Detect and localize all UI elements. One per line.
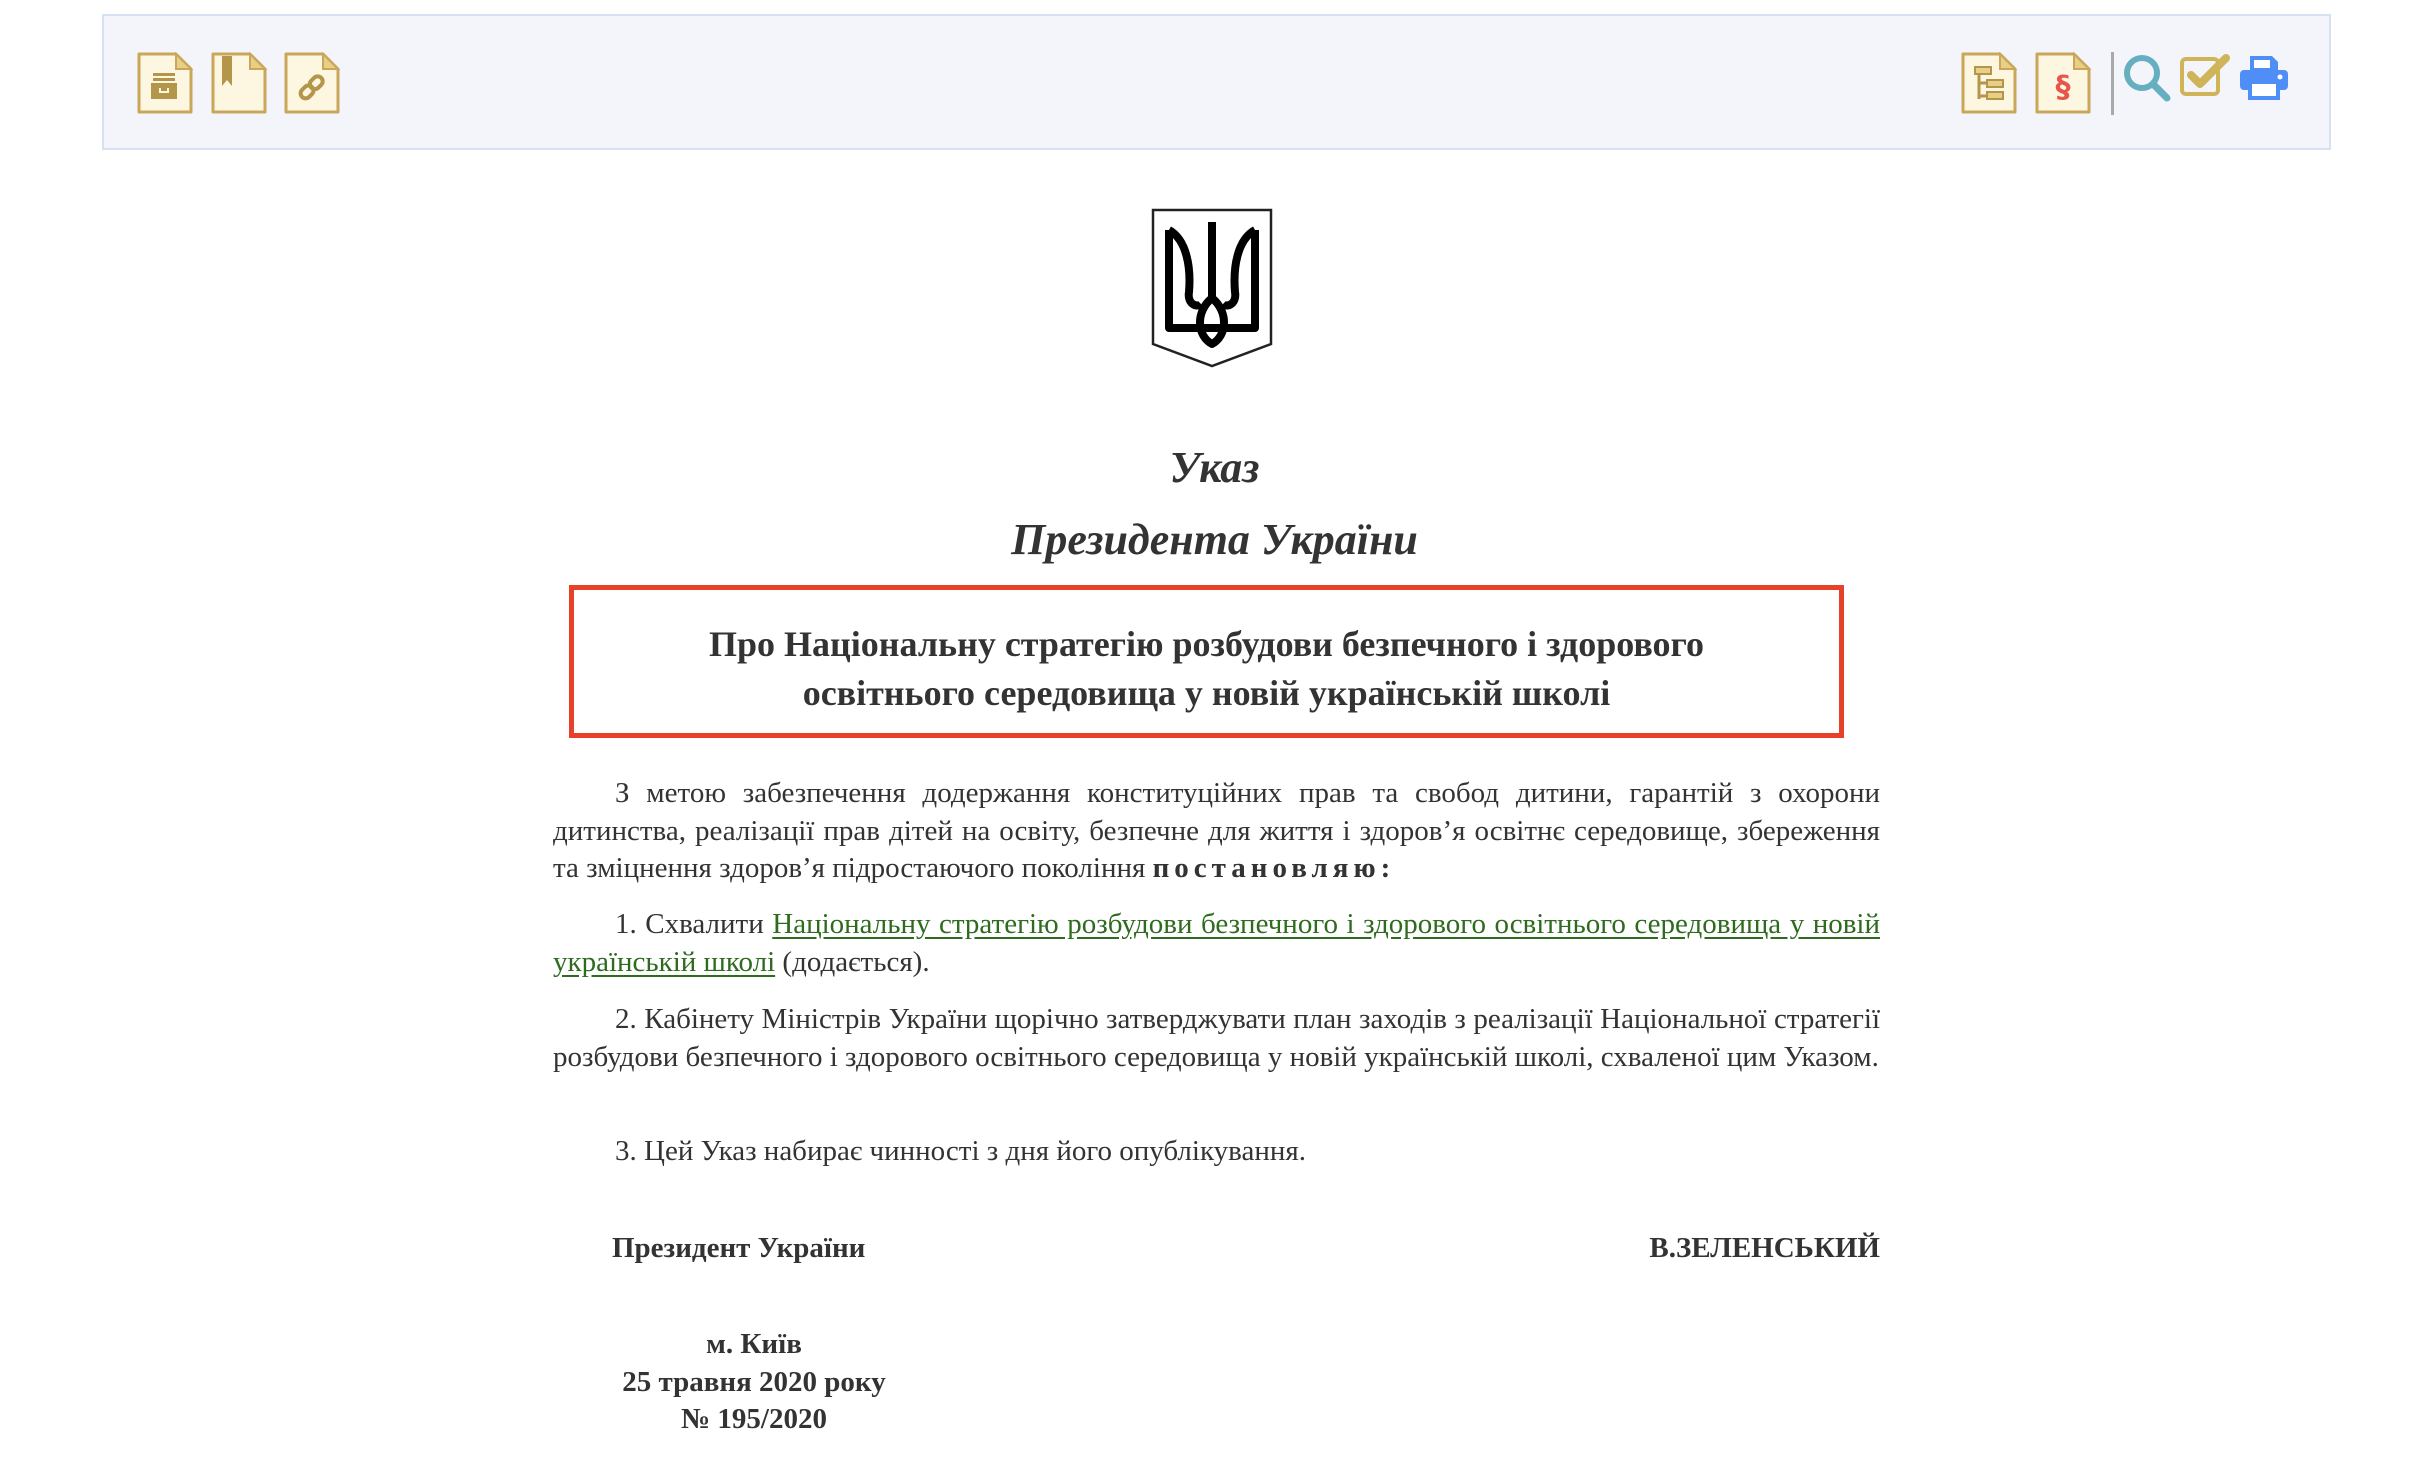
paragraph-document-icon[interactable]	[2034, 51, 2092, 115]
preamble-paragraph	[553, 775, 1880, 888]
svg-text:§: §	[2055, 70, 2071, 105]
item-text: Цей Указ набирає чинності з дня його опублікування.	[644, 1135, 1306, 1167]
item-3-paragraph	[553, 1133, 1880, 1171]
document-heading-president: Президента України	[1011, 515, 1418, 564]
document-title-highlight	[569, 585, 1844, 738]
document-title-line-2: освітнього середовища у новій українській школі	[802, 673, 1611, 713]
archive-document-icon[interactable]	[136, 51, 194, 115]
structure-document-icon[interactable]	[1960, 51, 2018, 115]
search-icon[interactable]	[2121, 52, 2173, 104]
document-heading-decree: Указ	[1169, 443, 1260, 492]
item-1-paragraph	[553, 906, 1880, 981]
item-number: 3.	[615, 1135, 637, 1167]
item-number: 1.	[615, 908, 637, 940]
item-text-after: (додається).	[775, 945, 930, 978]
link-document-icon[interactable]	[283, 51, 341, 115]
item-text: Кабінету Міністрів України щорічно затверджувати план заходів з реалізації Національної стратегії розбудови безпечного і здорового освітнього середовища у новій українській школі, схваленої цим Указом.	[553, 1003, 1881, 1073]
coat-of-arms-icon	[1151, 208, 1273, 368]
strategy-link[interactable]: Національну стратегію розбудови безпечного і здорового освітнього середовища у новій українській школі	[553, 908, 1881, 978]
checkbox-icon[interactable]	[2179, 52, 2231, 98]
item-number: 2.	[615, 1003, 637, 1035]
preamble-text: З метою забезпечення додержання конституційних прав та свобод дитини, гарантій з охорони дитинства, реалізації прав дітей на освіту, безпечне для життя і здоров’я освітнє середовище, збереження та зміцнення здоров’я підростаючого покоління	[553, 777, 1880, 884]
signature-title: Президент України	[612, 1232, 866, 1264]
decree-date: 25 травня 2020 року	[622, 1365, 886, 1398]
toolbar-separator	[2111, 52, 2114, 115]
decree-number: № 195/2020	[681, 1403, 827, 1435]
bookmark-document-icon[interactable]	[210, 51, 268, 115]
item-text: Схвалити	[645, 908, 773, 940]
decree-place: м. Київ	[706, 1328, 802, 1360]
signature-name: В.ЗЕЛЕНСЬКИЙ	[1649, 1232, 1880, 1264]
printer-icon[interactable]	[2238, 54, 2290, 102]
decree-word: постановляю:	[1152, 852, 1396, 884]
document-title	[574, 620, 1839, 718]
decree-place-date-block	[554, 1326, 954, 1439]
item-2-paragraph	[553, 1001, 1880, 1076]
document-title-line-1: Про Національну стратегію розбудови безпечного і здорового	[709, 624, 1704, 664]
document-toolbar	[102, 14, 2331, 150]
